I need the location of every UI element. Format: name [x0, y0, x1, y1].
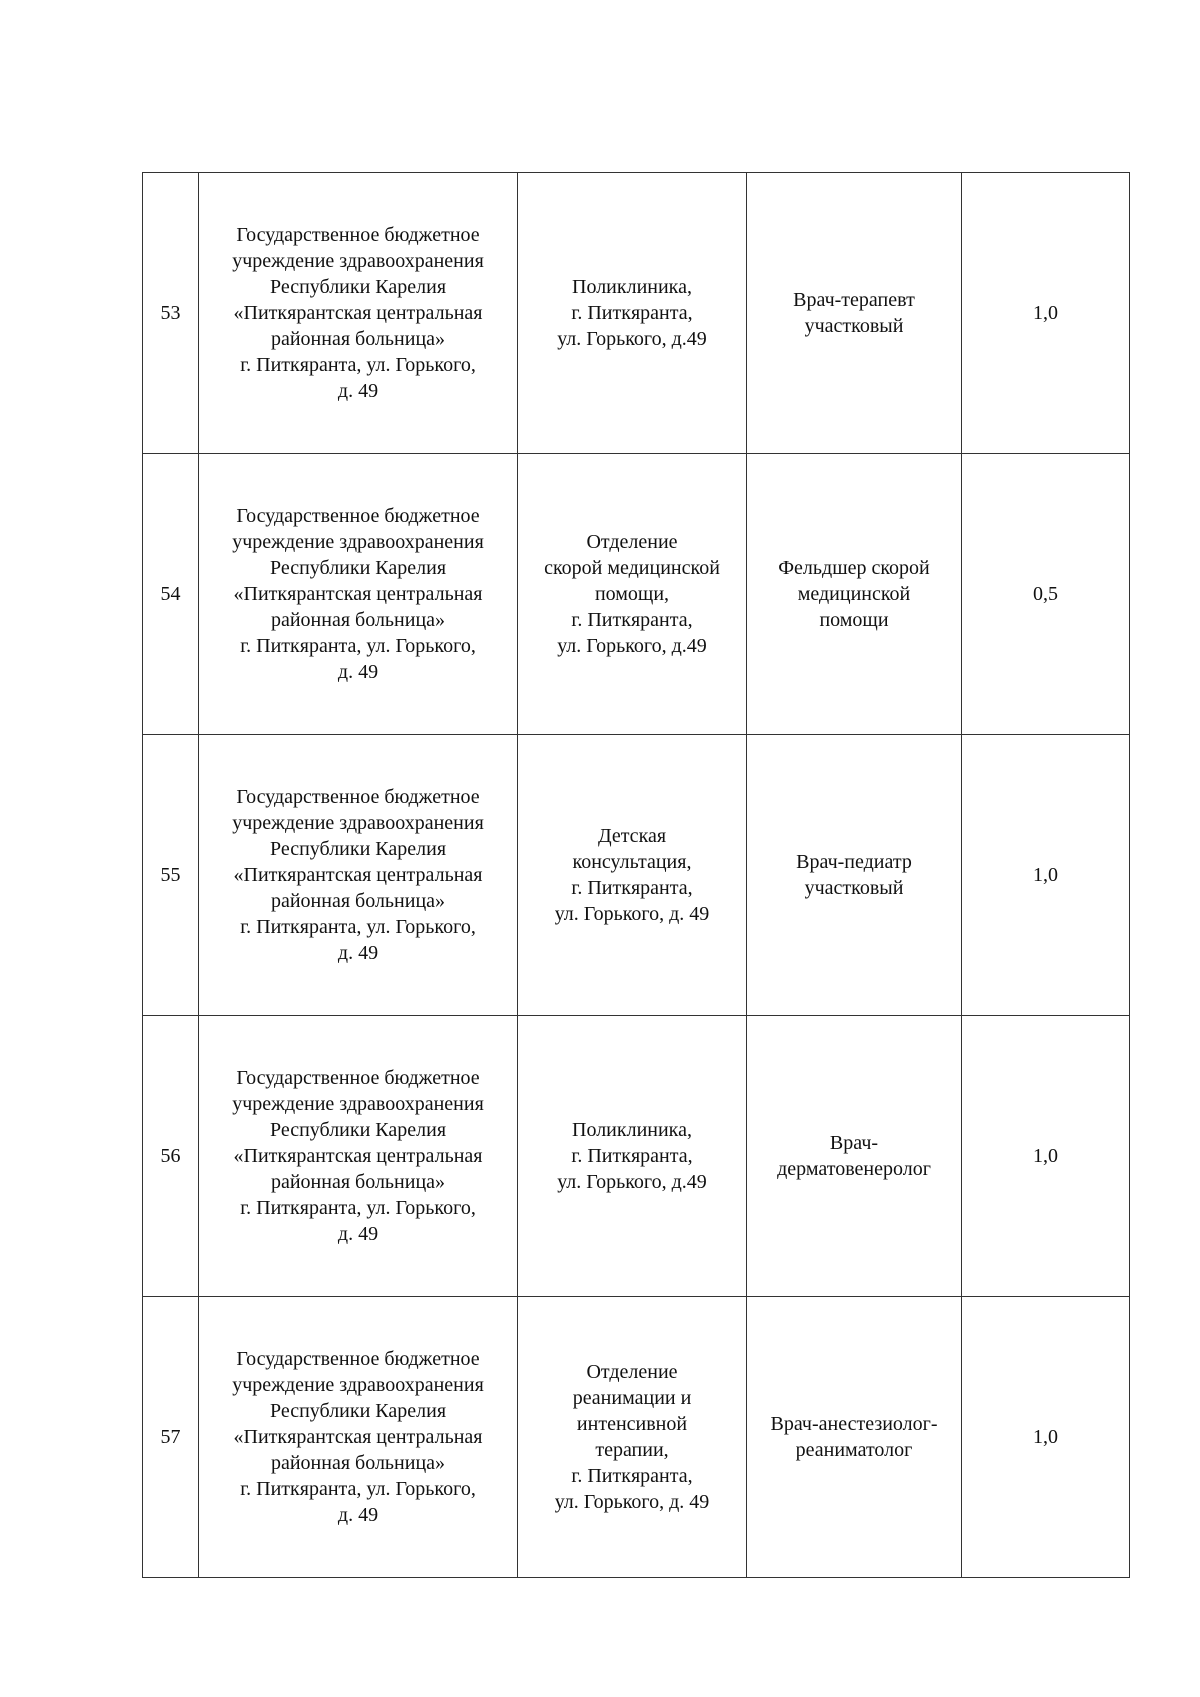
- organization-line: «Питкярантская центральная: [233, 302, 483, 324]
- unit-line: ул. Горького, д.49: [557, 1171, 707, 1193]
- organization-line: Республики Карелия: [269, 557, 447, 579]
- position-line: Врач-анестезиолог-: [770, 1413, 938, 1435]
- unit-line: помощи,: [594, 583, 670, 605]
- position-line: Фельдшер скорой: [778, 557, 930, 579]
- unit-cell: [518, 1297, 747, 1578]
- organization-line: «Питкярантская центральная: [233, 1426, 483, 1448]
- unit-line: Детская: [597, 825, 667, 847]
- organization-line: д. 49: [337, 380, 379, 402]
- organization-line: д. 49: [337, 1223, 379, 1245]
- position-line: помощи: [819, 609, 889, 631]
- organization-line: Государственное бюджетное: [236, 786, 480, 808]
- unit-line: реанимации и: [572, 1387, 692, 1409]
- organization-line: г. Питкяранта, ул. Горького,: [240, 1478, 476, 1500]
- unit-line: консультация,: [572, 851, 692, 873]
- organization-line: Государственное бюджетное: [236, 1348, 480, 1370]
- row-number: 55: [143, 735, 199, 1016]
- organization-line: учреждение здравоохранения: [232, 812, 484, 834]
- organization-line: д. 49: [337, 1504, 379, 1526]
- unit-line: г. Питкяранта,: [571, 609, 693, 631]
- organization-line: районная больница»: [270, 1171, 446, 1193]
- row-number: 56: [143, 1016, 199, 1297]
- position-cell: [747, 1297, 962, 1578]
- row-number: 57: [143, 1297, 199, 1578]
- table-row: [143, 1016, 1130, 1297]
- unit-cell: [518, 1016, 747, 1297]
- unit-line: интенсивной: [576, 1413, 688, 1435]
- organization-line: «Питкярантская центральная: [233, 864, 483, 886]
- unit-line: ул. Горького, д. 49: [554, 903, 710, 925]
- unit-line: г. Питкяранта,: [571, 1145, 693, 1167]
- position-line: участковый: [804, 877, 904, 899]
- organization-line: г. Питкяранта, ул. Горького,: [240, 635, 476, 657]
- position-line: участковый: [804, 315, 904, 337]
- table-row: [143, 454, 1130, 735]
- organization-line: районная больница»: [270, 890, 446, 912]
- organization-cell: [199, 1297, 518, 1578]
- organization-cell: [199, 735, 518, 1016]
- unit-line: г. Питкяранта,: [571, 1465, 693, 1487]
- unit-line: ул. Горького, д.49: [557, 635, 707, 657]
- organization-line: Государственное бюджетное: [236, 505, 480, 527]
- position-line: Врач-терапевт: [793, 289, 915, 311]
- table-row: [143, 173, 1130, 454]
- organization-line: районная больница»: [270, 609, 446, 631]
- unit-line: Поликлиника,: [572, 1119, 692, 1141]
- unit-line: ул. Горького, д. 49: [554, 1491, 710, 1513]
- position-cell: [747, 1016, 962, 1297]
- organization-line: учреждение здравоохранения: [232, 250, 484, 272]
- rate-cell: 1,0: [962, 735, 1130, 1016]
- unit-line: Отделение: [586, 1361, 678, 1383]
- position-cell: [747, 735, 962, 1016]
- organization-line: районная больница»: [270, 1452, 446, 1474]
- organization-line: г. Питкяранта, ул. Горького,: [240, 1197, 476, 1219]
- organization-line: д. 49: [337, 661, 379, 683]
- organization-cell: [199, 454, 518, 735]
- organization-line: Республики Карелия: [269, 1119, 447, 1141]
- vacancy-table: [142, 172, 1130, 1578]
- organization-line: учреждение здравоохранения: [232, 1374, 484, 1396]
- rate-cell: 1,0: [962, 1297, 1130, 1578]
- organization-cell: [199, 1016, 518, 1297]
- organization-line: районная больница»: [270, 328, 446, 350]
- organization-line: Республики Карелия: [269, 1400, 447, 1422]
- unit-cell: [518, 173, 747, 454]
- unit-line: г. Питкяранта,: [571, 302, 693, 324]
- position-line: Врач-: [829, 1132, 879, 1154]
- unit-line: ул. Горького, д.49: [557, 328, 707, 350]
- organization-line: Государственное бюджетное: [236, 1067, 480, 1089]
- organization-cell: [199, 173, 518, 454]
- position-cell: [747, 173, 962, 454]
- position-line: дерматовенеролог: [777, 1158, 931, 1180]
- organization-line: «Питкярантская центральная: [233, 1145, 483, 1167]
- organization-line: г. Питкяранта, ул. Горького,: [240, 354, 476, 376]
- unit-line: г. Питкяранта,: [571, 877, 693, 899]
- table-row: [143, 1297, 1130, 1578]
- organization-line: Республики Карелия: [269, 838, 447, 860]
- unit-line: Отделение: [586, 531, 678, 553]
- organization-line: Республики Карелия: [269, 276, 447, 298]
- organization-line: учреждение здравоохранения: [232, 1093, 484, 1115]
- organization-line: г. Питкяранта, ул. Горького,: [240, 916, 476, 938]
- organization-line: «Питкярантская центральная: [233, 583, 483, 605]
- row-number: 53: [143, 173, 199, 454]
- row-number: 54: [143, 454, 199, 735]
- position-line: медицинской: [797, 583, 911, 605]
- position-line: Врач-педиатр: [796, 851, 912, 873]
- rate-cell: 1,0: [962, 173, 1130, 454]
- position-line: реаниматолог: [795, 1439, 913, 1461]
- organization-line: Государственное бюджетное: [236, 224, 480, 246]
- unit-cell: [518, 454, 747, 735]
- unit-line: Поликлиника,: [572, 276, 692, 298]
- position-cell: [747, 454, 962, 735]
- table-row: [143, 735, 1130, 1016]
- rate-cell: 1,0: [962, 1016, 1130, 1297]
- unit-line: терапии,: [595, 1439, 669, 1461]
- rate-cell: 0,5: [962, 454, 1130, 735]
- unit-cell: [518, 735, 747, 1016]
- organization-line: учреждение здравоохранения: [232, 531, 484, 553]
- organization-line: д. 49: [337, 942, 379, 964]
- unit-line: скорой медицинской: [544, 557, 720, 579]
